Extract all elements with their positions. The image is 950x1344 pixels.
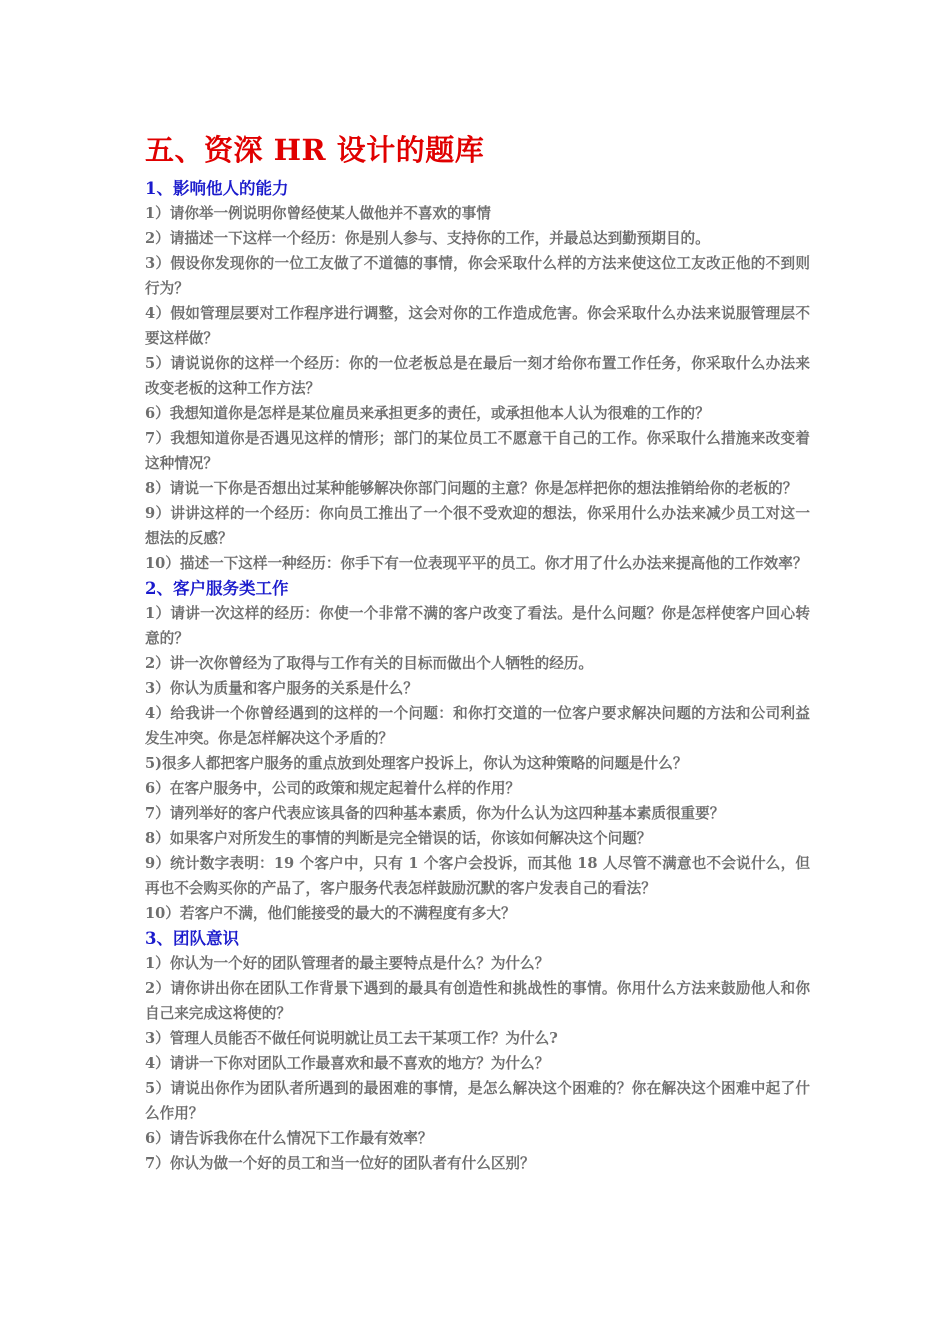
question-item: 5）请说出你作为团队者所遇到的最困难的事情，是怎么解决这个困难的？你在解决这个困难中起了什么作用？	[145, 1080, 810, 1122]
question-item: 9）讲讲这样的一个经历：你向员工推出了一个很不受欢迎的想法，你采用什么办法来减少员工对这一想法的反感？	[145, 505, 810, 547]
question-item: 2）讲一次你曾经为了取得与工作有关的目标而做出个人牺牲的经历。	[145, 655, 593, 672]
question-item: 6）在客户服务中，公司的政策和规定起着什么样的作用？	[145, 780, 521, 797]
question-item: 1）请讲一次这样的经历：你使一个非常不满的客户改变了看法。是什么问题？你是怎样使客户回心转意的？	[145, 605, 810, 647]
question-item: 1）请你举一例说明你曾经使某人做他并不喜欢的事情	[145, 205, 491, 222]
document-title: 五、资深 HR 设计的题库	[145, 133, 485, 167]
question-item: 8）请说一下你是否想出过某种能够解决你部门问题的主意？你是怎样把你的想法推销给你的老板的？	[145, 480, 798, 497]
question-item: 10）描述一下这样一种经历：你手下有一位表现平平的员工。你才用了什么办法来提高他的工作效率？	[145, 555, 808, 572]
document-page	[145, 128, 810, 1176]
section-influence	[145, 176, 810, 576]
question-item: 7）请列举好的客户代表应该具备的四种基本素质，你为什么认为这四种基本素质很重要？	[145, 805, 725, 822]
question-item: 3）假设你发现你的一位工友做了不道德的事情，你会采取什么样的方法来使这位工友改正他的不到则行为？	[145, 255, 810, 297]
section-customer-service	[145, 576, 810, 926]
question-item: 7）你认为做一个好的员工和当一位好的团队者有什么区别？	[145, 1155, 535, 1172]
question-item: 2）请你讲出你在团队工作背景下遇到的最具有创造性和挑战性的事情。你用什么方法来鼓励他人和你自己来完成这将使的？	[145, 980, 810, 1022]
question-item: 10）若客户不满，他们能接受的最大的不满程度有多大？	[145, 905, 516, 922]
question-item: 2）请描述一下这样一个经历：你是别人参与、支持你的工作，并最总达到勤预期目的。	[145, 230, 710, 247]
question-item: 9）统计数字表明：19 个客户中，只有 1 个客户会投诉，而其他 18 人尽管不满意也不会说什么，但再也不会购买你的产品了，客户服务代表怎样鼓励沉默的客户发表自己的看法？	[145, 855, 810, 897]
section-team	[145, 926, 810, 1176]
question-item: 3）你认为质量和客户服务的关系是什么？	[145, 680, 418, 697]
question-item: 6）我想知道你是怎样是某位雇员来承担更多的责任，或承担他本人认为很难的工作的？	[145, 405, 710, 422]
question-item: 5)很多人都把客户服务的重点放到处理客户投诉上，你认为这种策略的问题是什么？	[145, 755, 688, 772]
section-heading: 1、影响他人的能力	[145, 179, 289, 198]
question-item: 1）你认为一个好的团队管理者的最主要特点是什么？为什么？	[145, 955, 550, 972]
section-heading: 2、客户服务类工作	[145, 579, 289, 598]
question-item: 5）请说说你的这样一个经历：你的一位老板总是在最后一刻才给你布置工作任务，你采取什么办法来改变老板的这种工作方法？	[145, 355, 810, 397]
section-heading: 3、团队意识	[145, 929, 239, 948]
question-item: 7）我想知道你是否遇见这样的情形；部门的某位员工不愿意干自己的工作。你采取什么措施来改变着这种情况？	[145, 430, 810, 472]
question-item: 4）请讲一下你对团队工作最喜欢和最不喜欢的地方？为什么？	[145, 1055, 550, 1072]
question-item: 8）如果客户对所发生的事情的判断是完全错误的话，你该如何解决这个问题？	[145, 830, 652, 847]
question-item: 6）请告诉我你在什么情况下工作最有效率？	[145, 1130, 433, 1147]
question-item: 3）管理人员能否不做任何说明就让员工去干某项工作？为什么?	[145, 1030, 558, 1047]
question-item: 4）给我讲一个你曾经遇到的这样的一个问题：和你打交道的一位客户要求解决问题的方法和公司利益发生冲突。你是怎样解决这个矛盾的？	[145, 705, 810, 747]
question-item: 4）假如管理层要对工作程序进行调整，这会对你的工作造成危害。你会采取什么办法来说服管理层不要这样做？	[145, 305, 810, 347]
